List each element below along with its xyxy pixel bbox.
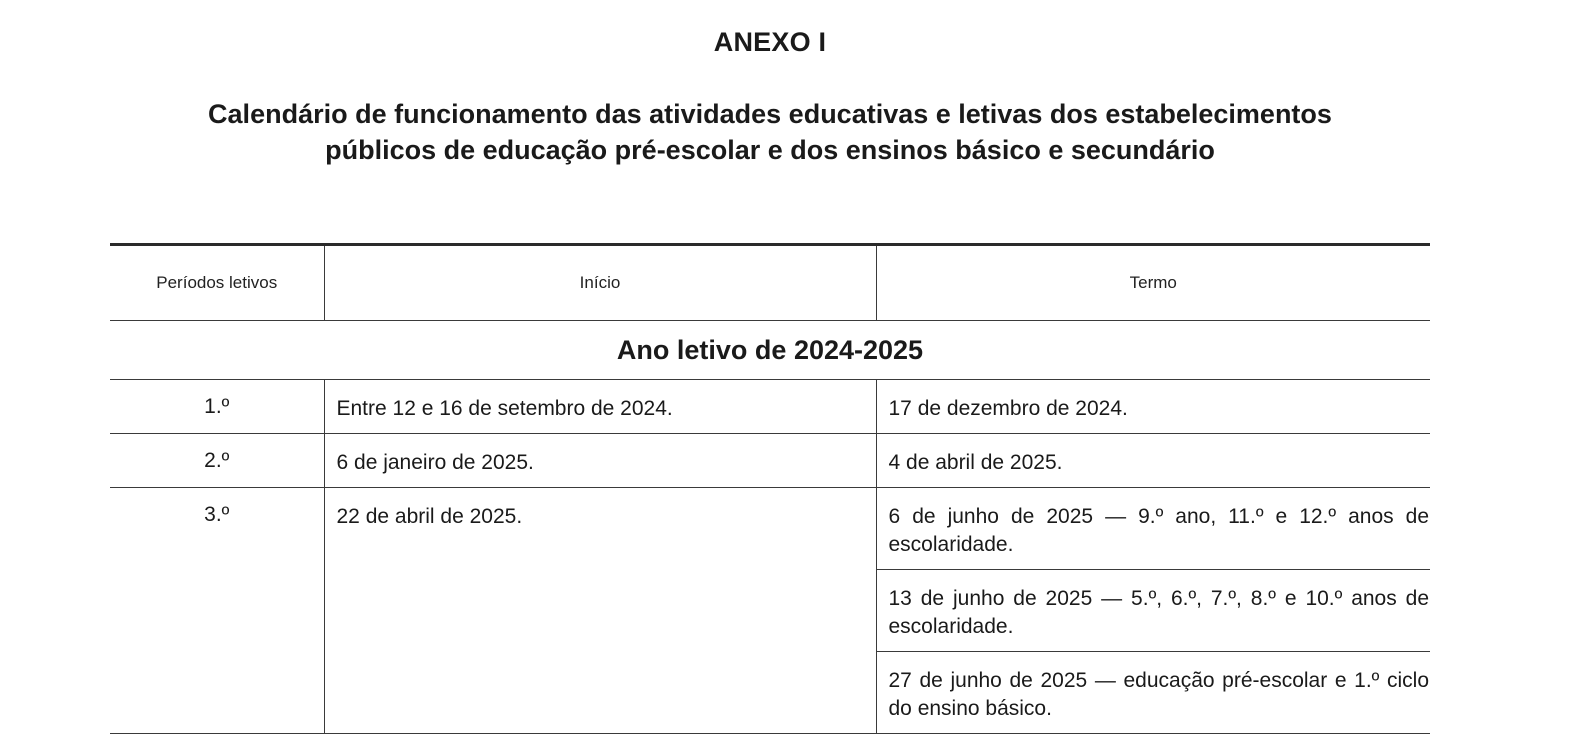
start-cell: Entre 12 e 16 de setembro de 2024.	[324, 380, 876, 434]
period-cell: 2.º	[110, 434, 324, 488]
start-cell: 6 de janeiro de 2025.	[324, 434, 876, 488]
table-row	[110, 434, 1430, 488]
end-entry-text: 27 de junho de 2025 — educação pré-escolar e 1.º ciclo do ensino básico.	[888, 669, 1429, 720]
end-cell-group	[876, 488, 1430, 734]
period-cell: 3.º	[110, 488, 324, 734]
school-calendar-table	[110, 243, 1430, 734]
school-year-label: Ano letivo de 2024-2025	[110, 321, 1430, 380]
end-cell: 4 de abril de 2025.	[876, 434, 1430, 488]
end-entry	[877, 488, 1431, 570]
header-end: Termo	[876, 245, 1430, 321]
document-title-line-1: Calendário de funcionamento das atividades educativas e letivas dos estabelecimentos	[208, 99, 1332, 129]
period-cell: 1.º	[110, 380, 324, 434]
start-cell: 22 de abril de 2025.	[324, 488, 876, 734]
header-period: Períodos letivos	[110, 245, 324, 321]
end-entry	[877, 652, 1431, 733]
document-title	[0, 96, 1540, 168]
table-row	[110, 488, 1430, 734]
table-header-row	[110, 245, 1430, 321]
end-entry	[877, 570, 1431, 652]
annex-title: ANEXO I	[713, 27, 827, 57]
table-row	[110, 380, 1430, 434]
header-start: Início	[324, 245, 876, 321]
end-entry-text: 13 de junho de 2025 — 5.º, 6.º, 7.º, 8.º e 10.º anos de escolaridade.	[888, 587, 1429, 638]
end-entry-text: 6 de junho de 2025 — 9.º ano, 11.º e 12.º anos de escolaridade.	[888, 505, 1429, 556]
end-cell: 17 de dezembro de 2024.	[876, 380, 1430, 434]
school-year-row	[110, 321, 1430, 380]
document-title-line-2: públicos de educação pré-escolar e dos ensinos básico e secundário	[325, 135, 1215, 165]
